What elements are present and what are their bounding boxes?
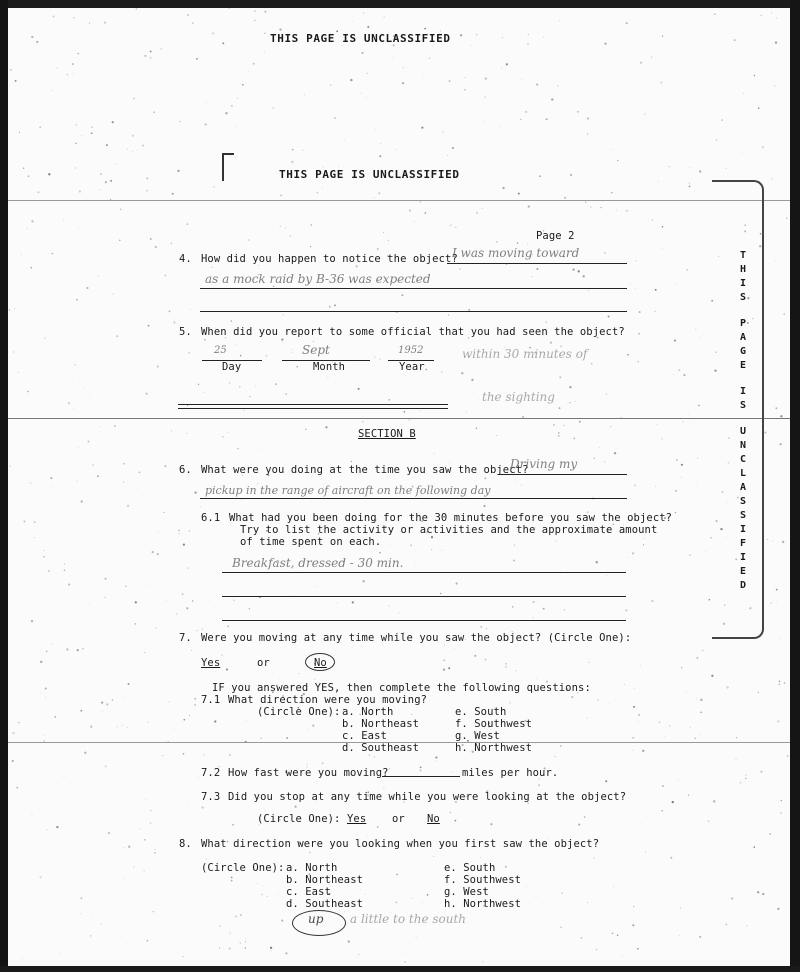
q6-1-question-line1: What had you been doing for the 30 minutes before you saw the object? [229, 512, 673, 524]
q4-answer-line1: I was moving toward [452, 246, 580, 260]
side-stamp-letter: S [740, 292, 747, 303]
classification-header-top: THIS PAGE IS UNCLASSIFIED [270, 32, 451, 45]
q7-2-number: 7.2 [201, 767, 221, 779]
q6-1-answer-rule [222, 572, 626, 573]
direction-option[interactable]: e. South [444, 862, 496, 874]
q8-circle-one: (Circle One): [201, 862, 285, 874]
side-stamp-letter: F [740, 538, 747, 549]
side-stamp-letter: I [740, 552, 747, 563]
side-stamp-letter: I [740, 524, 747, 535]
q7-3-option-yes[interactable]: Yes [347, 813, 367, 825]
q5-day-label: Day [222, 361, 242, 373]
q7-if-instruction: IF you answered YES, then complete the following questions: [212, 682, 591, 694]
side-stamp-letter: E [740, 360, 747, 371]
scan-rule [8, 200, 790, 201]
side-stamp-letter: G [740, 346, 747, 357]
q8-question: What direction were you looking when you first saw the object? [201, 838, 600, 850]
page-number: Page 2 [536, 230, 575, 242]
q7-2-units: miles per hour. [462, 767, 559, 779]
direction-option[interactable]: h. Northwest [455, 742, 533, 754]
side-stamp-letter: A [740, 482, 747, 493]
q7-2-answer-rule [382, 776, 460, 777]
q7-no-circle-mark [305, 653, 335, 671]
q7-option-no[interactable]: No [314, 657, 327, 669]
q6-1-question-line3: of time spent on each. [240, 536, 382, 548]
direction-option[interactable]: f. Southwest [455, 718, 533, 730]
direction-option[interactable]: e. South [455, 706, 507, 718]
scan-border-left [0, 0, 8, 972]
q6-1-question-line2: Try to list the activity or activities and the approximate amount [240, 524, 658, 536]
scan-border-bottom [0, 966, 800, 972]
q5-year-value: 1952 [398, 345, 424, 356]
scan-border-top [0, 0, 800, 8]
side-stamp-letter: I [740, 278, 747, 289]
q7-3-or-text: or [392, 813, 405, 825]
q6-question: What were you doing at the time you saw the object? [201, 464, 529, 476]
q5-day-value: 25 [214, 345, 227, 356]
direction-option[interactable]: g. West [455, 730, 500, 742]
side-stamp-letter: U [740, 426, 747, 437]
q7-1-question: What direction were you moving? [228, 694, 428, 706]
q6-answer-rule [200, 498, 627, 499]
q8-handwritten-note: a little to the south [350, 912, 467, 926]
q4-answer-rule [200, 311, 627, 312]
q5-question: When did you report to some official that you had seen the object? [201, 326, 625, 338]
q7-1-circle-one: (Circle One): [257, 706, 341, 718]
direction-option[interactable]: f. Southwest [444, 874, 522, 886]
side-stamp-letter: E [740, 566, 747, 577]
direction-option[interactable]: c. East [286, 886, 331, 898]
side-stamp-bracket [712, 180, 764, 639]
direction-option[interactable]: d. Southeast [342, 742, 420, 754]
q6-answer-rule [498, 474, 627, 475]
q5-note-line2: the sighting [482, 390, 555, 404]
q5-number: 5. [179, 326, 192, 338]
q6-answer-line1: Driving my [510, 457, 578, 471]
classification-header-inner: THIS PAGE IS UNCLASSIFIED [279, 168, 460, 181]
q7-3-option-no[interactable]: No [427, 813, 440, 825]
q7-1-number: 7.1 [201, 694, 221, 706]
side-stamp-letter: S [740, 400, 747, 411]
q8-handwritten-answer: up [308, 912, 324, 926]
direction-option[interactable]: h. Northwest [444, 898, 522, 910]
q4-answer-rule [447, 263, 627, 264]
q6-1-answer-rule [222, 596, 626, 597]
scan-rule [8, 418, 790, 419]
q6-1-answer-rule [222, 620, 626, 621]
direction-option[interactable]: g. West [444, 886, 489, 898]
q7-3-number: 7.3 [201, 791, 221, 803]
direction-option[interactable]: c. East [342, 730, 387, 742]
q5-month-label: Month [313, 361, 346, 373]
direction-option[interactable]: a. North [286, 862, 338, 874]
section-b-title: SECTION B [358, 428, 416, 440]
q6-1-answer-line1: Breakfast, dressed - 30 min. [232, 556, 404, 570]
q7-3-question: Did you stop at any time while you were looking at the object? [228, 791, 627, 803]
q7-number: 7. [179, 632, 192, 644]
q7-or-text: or [257, 657, 270, 669]
side-stamp-letter: P [740, 318, 747, 329]
q5-double-rule [178, 404, 448, 409]
side-stamp-letter: N [740, 440, 747, 451]
direction-option[interactable]: d. Southeast [286, 898, 364, 910]
q4-answer-rule [200, 288, 627, 289]
q5-note-line1: within 30 minutes of [462, 347, 588, 361]
q6-1-number: 6.1 [201, 512, 221, 524]
q7-3-circle-one: (Circle One): [257, 813, 341, 825]
q6-number: 6. [179, 464, 192, 476]
q4-answer-line2: as a mock raid by B-36 was expected [205, 272, 431, 286]
q7-2-question: How fast were you moving? [228, 767, 389, 779]
q4-question: How did you happen to notice the object? [201, 253, 458, 265]
q7-option-yes[interactable]: Yes [201, 657, 221, 669]
direction-option[interactable]: a. North [342, 706, 394, 718]
q8-number: 8. [179, 838, 192, 850]
scan-border-right [790, 0, 800, 972]
side-stamp-letter: L [740, 468, 747, 479]
direction-option[interactable]: b. Northeast [286, 874, 364, 886]
q5-year-label: Year [399, 361, 425, 373]
side-stamp-letter: S [740, 510, 747, 521]
side-stamp-letter: C [740, 454, 747, 465]
header-bracket [222, 153, 234, 181]
q4-number: 4. [179, 253, 192, 265]
direction-option[interactable]: b. Northeast [342, 718, 420, 730]
side-stamp-letter: I [740, 386, 747, 397]
q6-answer-line2: pickup in the range of aircraft on the following day [205, 484, 491, 497]
side-stamp-letter: A [740, 332, 747, 343]
q5-month-value: Sept [302, 343, 330, 357]
side-stamp-letter: H [740, 264, 747, 275]
side-stamp-letter: S [740, 496, 747, 507]
q7-question: Were you moving at any time while you saw the object? (Circle One): [201, 632, 632, 644]
side-stamp-letter: D [740, 580, 747, 591]
side-stamp-letter: T [740, 250, 747, 261]
